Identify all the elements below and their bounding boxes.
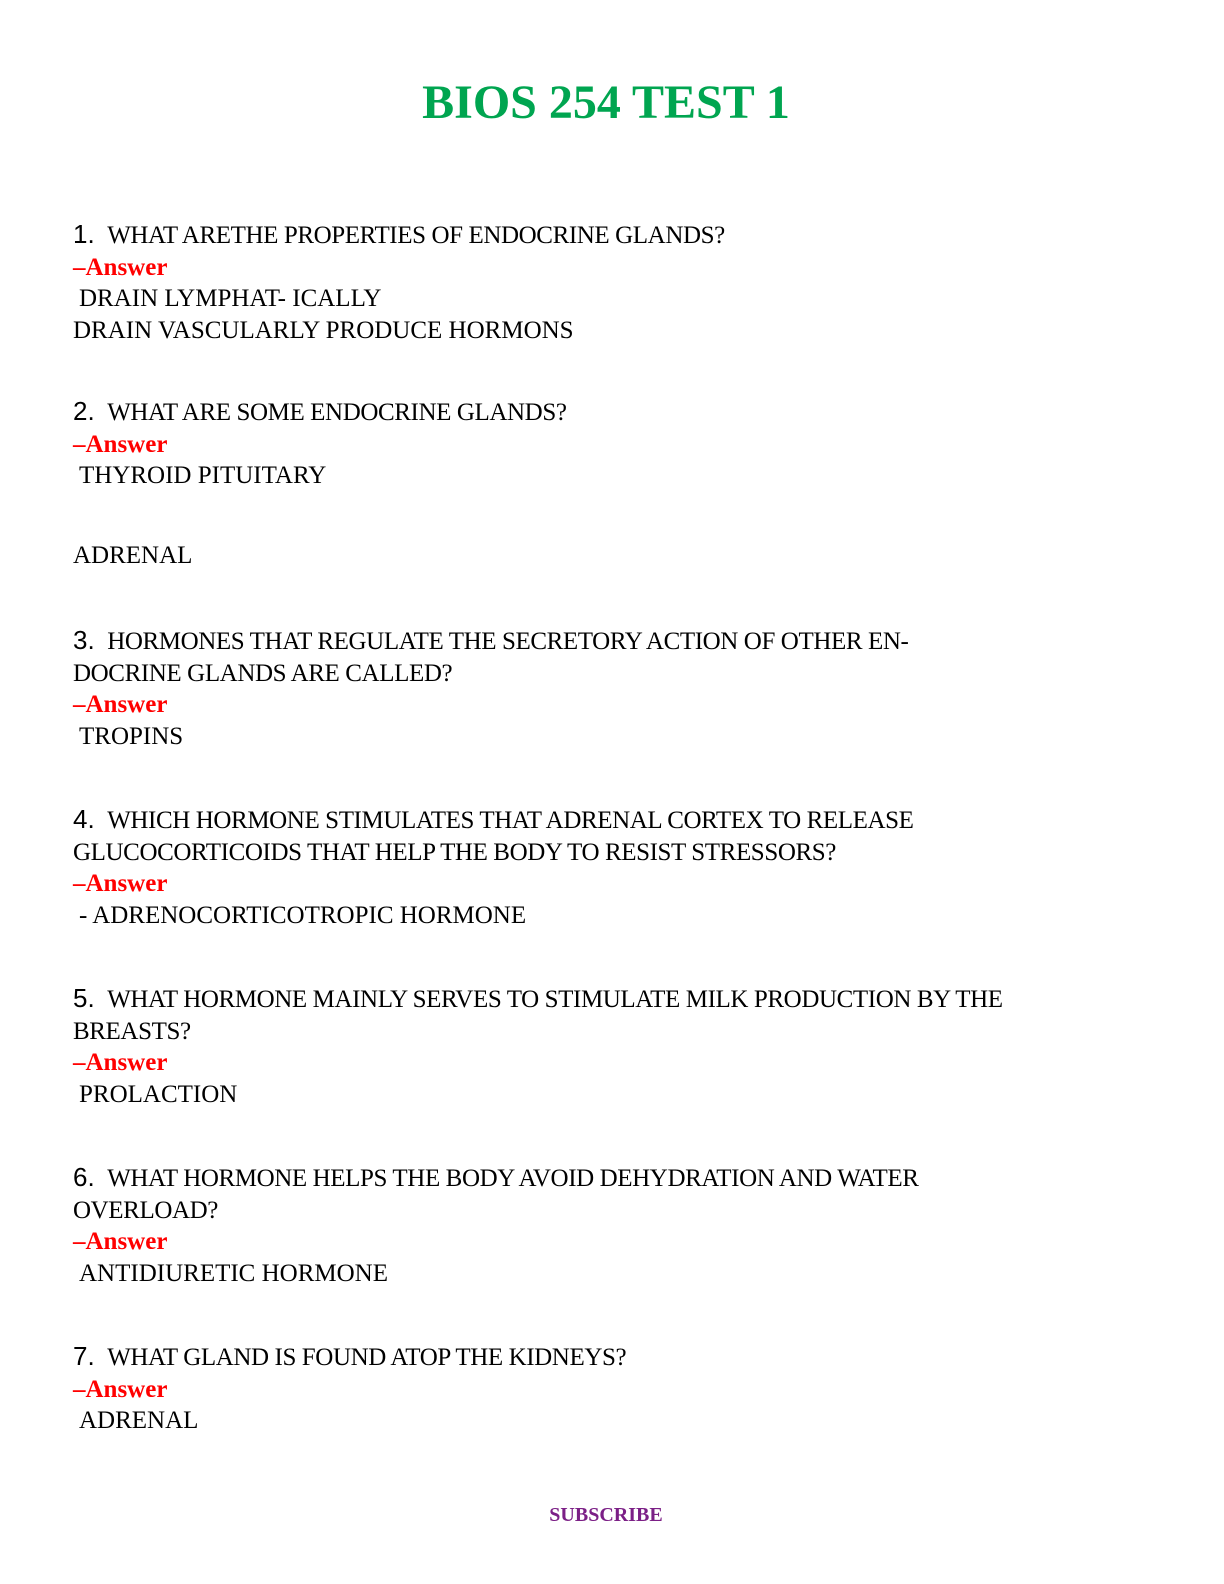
question-text-continued: GLUCOCORTICOIDS THAT HELP THE BODY TO RESIST STRESSORS?	[73, 838, 836, 866]
qa-item-2	[73, 396, 1153, 571]
question-3	[73, 625, 1153, 658]
answer-text: ADRENAL	[73, 541, 193, 569]
answer-label: –Answer	[73, 1228, 168, 1256]
answer-text: DRAIN LYMPHAT- ICALLY	[79, 285, 382, 313]
answer-label: –Answer	[73, 870, 168, 898]
answer-text: ANTIDIURETIC HORMONE	[79, 1259, 388, 1287]
answer-text: ADRENAL	[79, 1407, 199, 1435]
answer-blank-line	[73, 492, 1153, 540]
question-text: WHAT HORMONE MAINLY SERVES TO STIMULATE MILK PRODUCTION BY THE	[107, 986, 1003, 1013]
question-number: 4.	[73, 804, 95, 834]
question-text: WHICH HORMONE STIMULATES THAT ADRENAL CORTEX TO RELEASE	[107, 807, 914, 834]
question-text-continued: BREASTS?	[73, 1017, 191, 1045]
qa-item-7	[73, 1341, 1153, 1437]
answer-label: –Answer	[73, 253, 168, 281]
answer-text: PROLACTION	[79, 1080, 238, 1108]
question-text: WHAT HORMONE HELPS THE BODY AVOID DEHYDRATION AND WATER	[107, 1165, 919, 1192]
question-text-continued: OVERLOAD?	[73, 1196, 218, 1224]
qa-item-3	[73, 625, 1153, 752]
question-4	[73, 804, 1153, 837]
question-5	[73, 983, 1153, 1016]
answer-label: –Answer	[73, 430, 168, 458]
question-number: 7.	[73, 1341, 95, 1371]
question-number: 3.	[73, 625, 95, 655]
qa-item-6	[73, 1162, 1153, 1289]
question-1	[73, 219, 1153, 252]
page-title: BIOS 254 TEST 1	[422, 76, 790, 129]
qa-item-5	[73, 983, 1153, 1110]
question-number: 6.	[73, 1162, 95, 1192]
question-text: WHAT GLAND IS FOUND ATOP THE KIDNEYS?	[107, 1344, 627, 1371]
answer-text: DRAIN VASCULARLY PRODUCE HORMONS	[73, 316, 574, 344]
qa-item-4	[73, 804, 1153, 931]
question-text: WHAT ARE SOME ENDOCRINE GLANDS?	[107, 399, 567, 426]
question-6	[73, 1162, 1153, 1195]
answer-label: –Answer	[73, 1049, 168, 1077]
question-text-continued: DOCRINE GLANDS ARE CALLED?	[73, 659, 453, 687]
answer-text: THYROID PITUITARY	[79, 462, 327, 490]
answer-label: –Answer	[73, 691, 168, 719]
qa-item-1	[73, 219, 1153, 346]
subscribe-link[interactable]: SUBSCRIBE	[549, 1504, 663, 1526]
question-2	[73, 396, 1153, 429]
question-text: WHAT ARETHE PROPERTIES OF ENDOCRINE GLANDS?	[107, 222, 725, 249]
question-text: HORMONES THAT REGULATE THE SECRETORY ACTION OF OTHER EN-	[107, 628, 909, 655]
answer-label: –Answer	[73, 1375, 168, 1403]
answer-text: - ADRENOCORTICOTROPIC HORMONE	[79, 901, 527, 929]
question-number: 1.	[73, 219, 95, 249]
question-number: 5.	[73, 983, 95, 1013]
question-number: 2.	[73, 396, 95, 426]
answer-text: TROPINS	[79, 722, 184, 750]
question-7	[73, 1341, 1153, 1374]
